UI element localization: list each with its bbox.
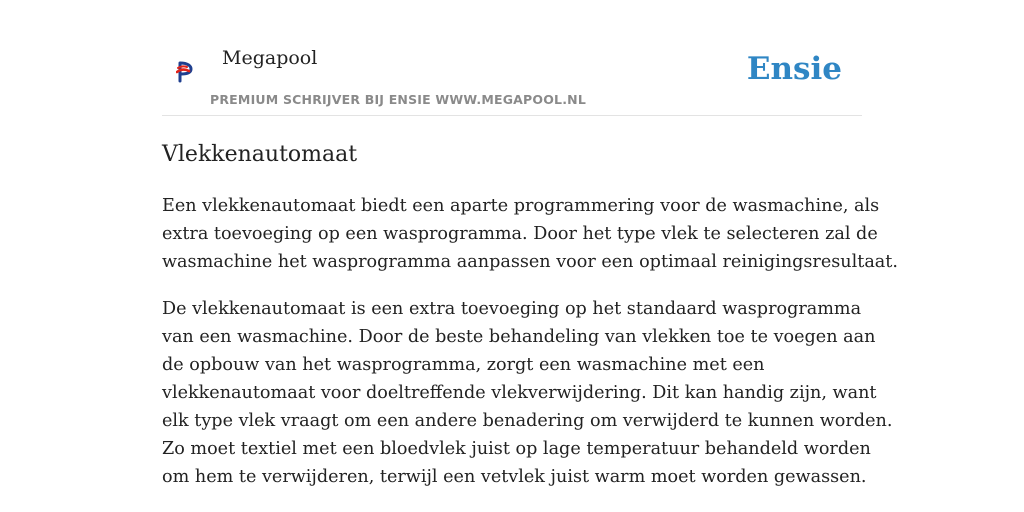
paragraph-line: vlekkenautomaat voor doeltreffende vlekverwijdering. Dit kan handig zijn, want: [162, 383, 877, 403]
author-header: [162, 0, 862, 116]
paragraph-line: wasmachine het wasprogramma aanpassen voor een optimaal reinigingsresultaat.: [162, 252, 898, 272]
paragraph-line: De vlekkenautomaat is een extra toevoeging op het standaard wasprogramma: [162, 299, 862, 319]
paragraph-line: van een wasmachine. Door de beste behandeling van vlekken toe te voegen aan: [162, 327, 876, 347]
article-title: Vlekkenautomaat: [162, 142, 358, 167]
author-name[interactable]: Megapool: [222, 47, 318, 69]
paragraph-line: extra toevoeging op een wasprogramma. Door het type vlek te selecteren zal de: [162, 224, 878, 244]
author-subtitle: PREMIUM SCHRIJVER BIJ ENSIE WWW.MEGAPOOL.NL: [210, 92, 586, 107]
ensie-logo[interactable]: Ensie: [746, 51, 842, 87]
article-paragraph-2: [162, 295, 893, 491]
megapool-logo-icon[interactable]: [176, 60, 194, 84]
paragraph-line: elk type vlek vraagt om een andere benadering om verwijderd te kunnen worden.: [162, 411, 893, 431]
paragraph-line: Zo moet textiel met een bloedvlek juist op lage temperatuur behandeld worden: [162, 439, 871, 459]
paragraph-line: Een vlekkenautomaat biedt een aparte programmering voor de wasmachine, als: [162, 196, 880, 216]
paragraph-line: om hem te verwijderen, terwijl een vetvlek juist warm moet worden gewassen.: [162, 467, 867, 487]
paragraph-line: de opbouw van het wasprogramma, zorgt een wasmachine met een: [162, 355, 765, 375]
article-paragraph-1: [162, 192, 898, 276]
